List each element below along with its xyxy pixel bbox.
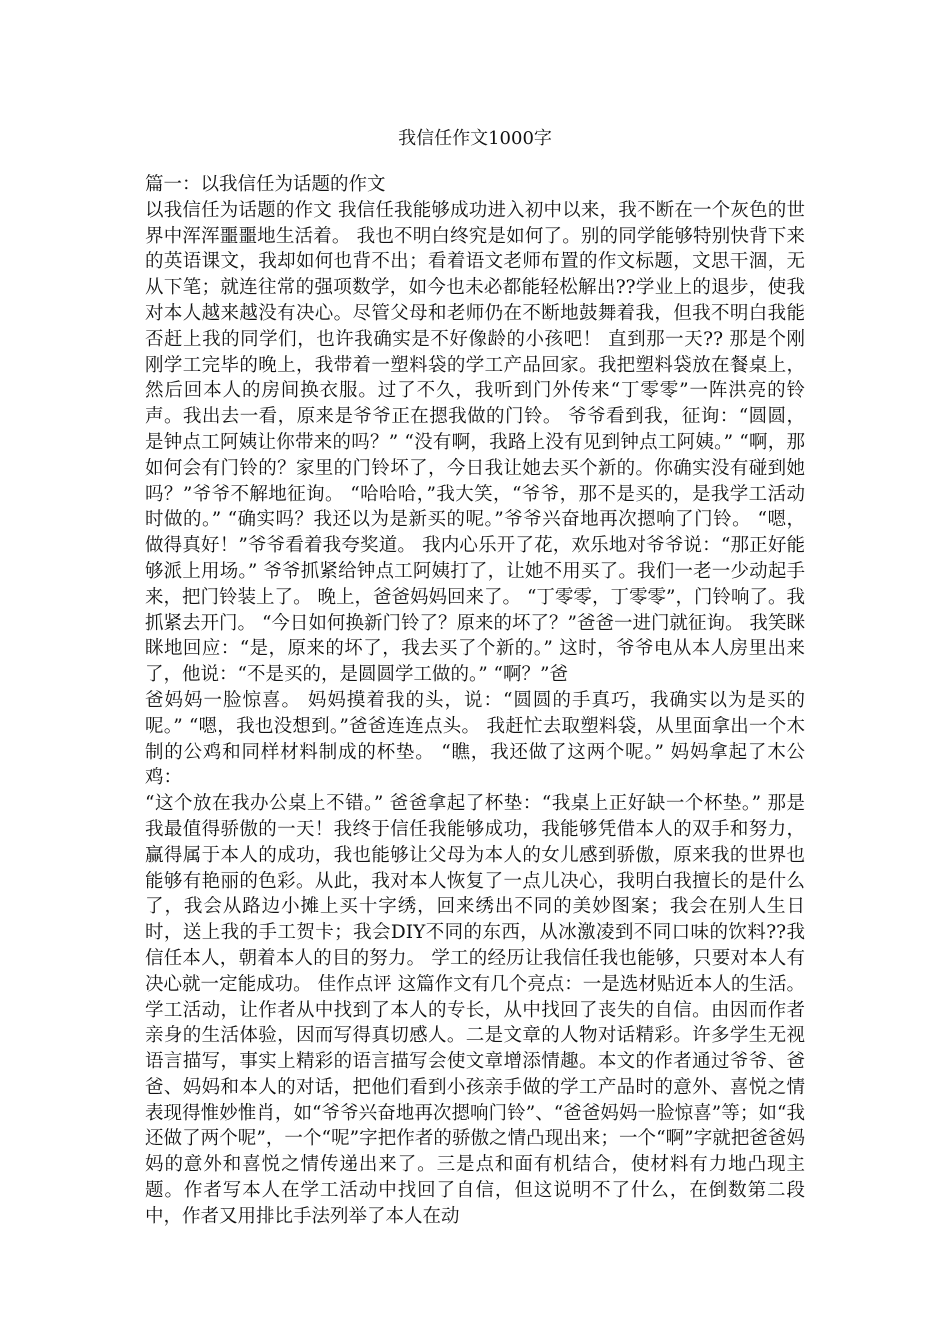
document-title: 我信任作文1000字 <box>398 128 552 149</box>
section-heading: 篇一：以我信任为话题的作文 <box>145 174 386 195</box>
body-paragraph: 以我信任为话题的作文 我信任我能够成功进入初中以来，我不断在一个灰色的世界中浑浑噩噩地生活着。 我也不明白终究是如何了。别的同学能够特别快背下来的英语课文，我却如何也背不出；看着语文老师布置的作文标题，文思干涸，无从下笔；就连往常的强项数学，如今也未必都能轻松解出??学业上的退步，使我对本人越来越没有决心。尽管父母和老师仍在不断地鼓舞着我，但我不明白我能否赶上我的同学们，也许我确实是不好像龄的小孩吧！ 直到那一天?? 那是个刚刚学工完毕的晚上，我带着一塑料袋的学工产品回家。我把塑料袋放在餐桌上，然后回本人的房间换衣服。过了不久，我听到门外传来“丁零零”一阵洪亮的铃声。我出去一看，原来是爷爷正在摁我做的门铃。 爷爷看到我，征询：“圆圆，是钟点工阿姨让你带来的吗？” “没有啊，我路上没有见到钟点工阿姨。” “啊，那如何会有门铃的？家里的门铃坏了，今日我让她去买个新的。你确实没有碰到她吗？”爷爷不解地征询。 “哈哈哈，”我大笑，“爷爷，那不是买的，是我学工活动时做的。” “确实吗？我还以为是新买的呢。”爷爷兴奋地再次摁响了门铃。 “嗯，做得真好！”爷爷看着我夸奖道。 我内心乐开了花，欢乐地对爷爷说：“那正好能够派上用场。” 爷爷抓紧给钟点工阿姨打了，让她不用买了。我们一老一少动起手来，把门铃装上了。 晚上，爸爸妈妈回来了。 “丁零零，丁零零”，门铃响了。我抓紧去开门。 “今日如何换新门铃了？原来的坏了？”爸爸一进门就征询。 我笑眯眯地回应：“是，原来的坏了，我去买了个新的。” 这时，爷爷电从本人房里出来了，他说：“不是买的，是圆圆学工做的。” “啊？”爸 <box>145 199 805 686</box>
body-paragraph: 爸妈妈一脸惊喜。 妈妈摸着我的头，说：“圆圆的手真巧，我确实以为是买的呢。” “嗯，我也没想到。”爸爸连连点头。 我赶忙去取塑料袋，从里面拿出一个木制的公鸡和同样材料制成的杯垫。 “瞧，我还做了这两个呢。” 妈妈拿起了木公鸡： <box>145 689 805 789</box>
document-body <box>145 172 805 1230</box>
body-paragraph: “这个放在我办公桌上不错。” 爸爸拿起了杯垫：“我桌上正好缺一个杯垫。” 那是我最值得骄傲的一天！我终于信任我能够成功，我能够凭借本人的双手和努力，赢得属于本人的成功，我也能够让父母为本人的女儿感到骄傲，原来我的世界也能够有艳丽的色彩。从此，我对本人恢复了一点儿决心，我明白我擅长的是什么了，我会从路边小摊上买十字绣，回来绣出不同的美妙图案；我会在别人生日时，送上我的手工贺卡；我会DIY不同的东西，从冰激凌到不同口味的饮料??我信任本人，朝着本人的目的努力。 学工的经历让我信任我也能够，只要对本人有决心就一定能成功。 佳作点评 这篇作文有几个亮点：一是选材贴近本人的生活。学工活动，让作者从中找到了本人的专长，从中找回了丧失的自信。由因而作者亲身的生活体验，因而写得真切感人。二是文章的人物对话精彩。许多学生无视语言描写，事实上精彩的语言描写会使文章增添情趣。本文的作者通过爷爷、爸爸、妈妈和本人的对话，把他们看到小孩亲手做的学工产品时的意外、喜悦之情表现得惟妙惟肖，如“爷爷兴奋地再次摁响门铃”、“爸爸妈妈一脸惊喜”等；如“我还做了两个呢”，一个“呢”字把作者的骄傲之情凸现出来；一个“啊”字就把爸爸妈妈的意外和喜悦之情传递出来了。三是点和面有机结合，使材料有力地凸现主题。作者写本人在学工活动中找回了自信，但这说明不了什么，在倒数第二段中，作者又用排比手法列举了本人在动 <box>145 793 805 1227</box>
